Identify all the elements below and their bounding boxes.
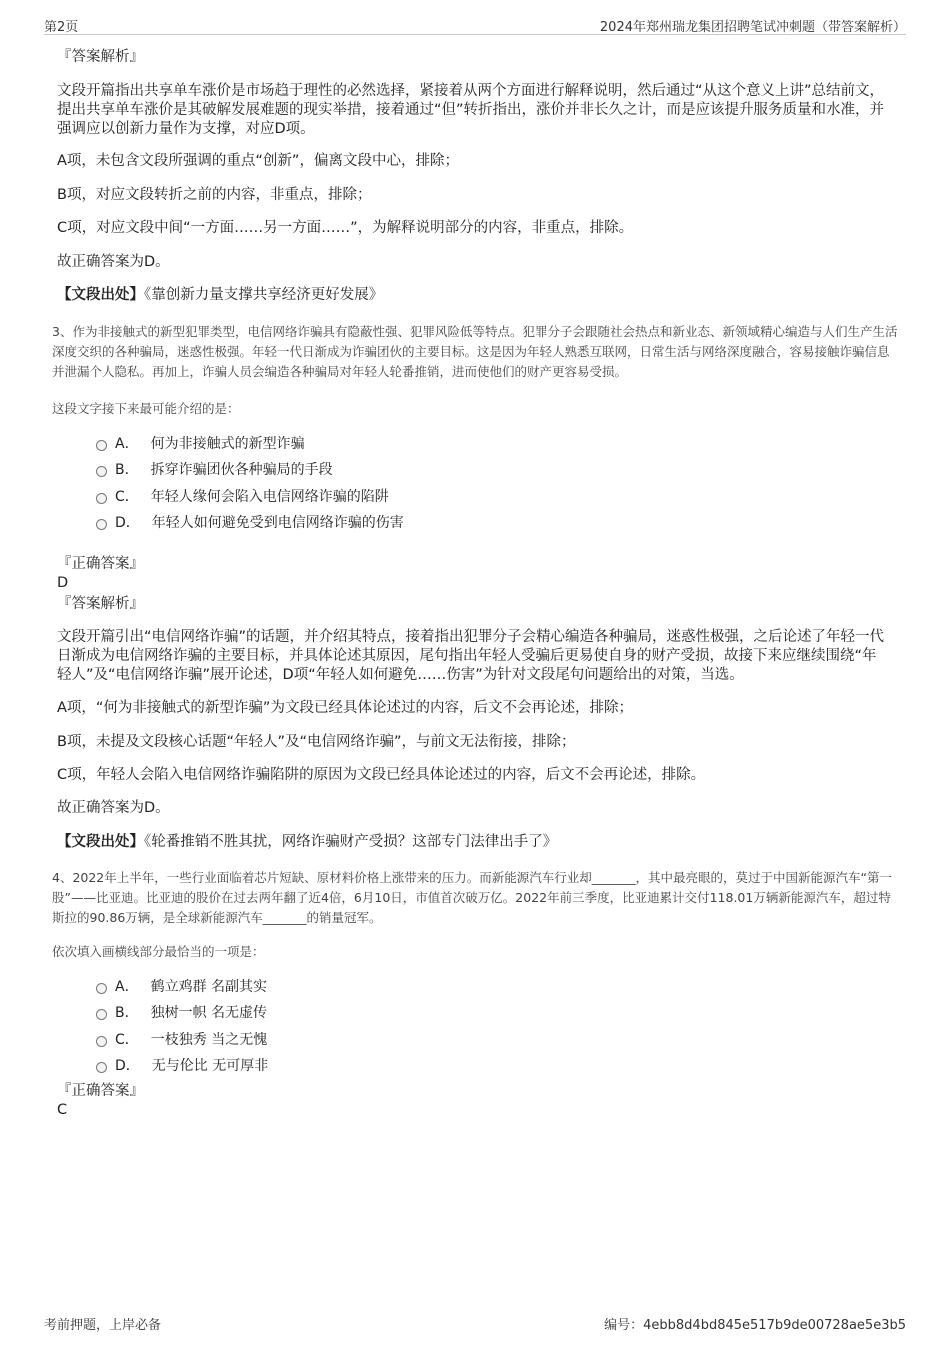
question-3-prompt: 这段文字接下来最可能介绍的是： (52, 401, 240, 416)
page-number: 第2页 (44, 20, 79, 35)
question-4-option-c[interactable]: C． 一枝独秀 当之无愧 (96, 1029, 267, 1049)
analysis-heading: 『答案解析』 (57, 596, 144, 612)
question-3-stem: 3、作为非接触式的新型犯罪类型，电信网络诈骗具有隐蔽性强、犯罪风险低等特点。犯罪分子会跟随社会热点和新业态、新领域精心编造与人们生产生活深度交织的各种骗局，迷惑性极强。年轻一代日渐成为诈骗团伙的主要目标。这是因为年轻人熟悉互联网，日常生活与网络深度融合，容易接触诈骗信息并泄漏个人隐私。再加上，诈骗人员会编造各种骗局对年轻人轮番推销，进而使他们的财产更容易受损。 (52, 324, 898, 379)
analysis-conclusion: 故正确答案为D。 (57, 254, 170, 270)
analysis-point-a: A项，“何为非接触式的新型诈骗”为文段已经具体论述过的内容，后文不会再论述，排除； (57, 700, 633, 716)
analysis-point-b: B项，对应文段转折之前的内容，非重点，排除； (57, 187, 372, 203)
radio-icon[interactable] (96, 440, 107, 451)
text-source (57, 286, 890, 305)
correct-answer: C (57, 1102, 68, 1118)
answer-heading: 『正确答案』 (57, 1083, 144, 1099)
footer-serial: 编号：4ebb8d4bd845e517b9de00728ae5e3b5 (604, 1318, 906, 1333)
page-footer (44, 1312, 906, 1332)
question-3-option-d[interactable]: D． 年轻人如何避免受到电信网络诈骗的伤害 (96, 512, 404, 532)
source-label: 【文段出处】 (57, 287, 144, 303)
radio-icon[interactable] (96, 983, 107, 994)
question-4-prompt: 依次填入画横线部分最恰当的一项是： (52, 944, 265, 959)
text-source (57, 833, 890, 852)
analysis-conclusion: 故正确答案为D。 (57, 800, 170, 816)
correct-answer: D (57, 575, 69, 591)
question-4-option-d[interactable]: D． 无与伦比 无可厚非 (96, 1055, 268, 1075)
radio-icon[interactable] (96, 1062, 107, 1073)
question-4-option-b[interactable]: B． 独树一帜 名无虚传 (96, 1002, 267, 1022)
document-title: 2024年郑州瑞龙集团招聘笔试冲刺题（带答案解析） (599, 20, 906, 35)
source-title: 《靠创新力量支撑共享经济更好发展》 (144, 287, 384, 303)
analysis-heading: 『答案解析』 (57, 49, 144, 65)
analysis-point-c: C项，对应文段中间“一方面……另一方面……”，为解释说明部分的内容，非重点，排除。 (57, 220, 634, 236)
footer-slogan: 考前押题，上岸必备 (44, 1318, 162, 1333)
source-title: 《轮番推销不胜其扰，网络诈骗财产受损？这部专门法律出手了》 (144, 834, 558, 850)
analysis-point-c: C项，年轻人会陷入电信网络诈骗陷阱的原因为文段已经具体论述过的内容，后文不会再论述，排除。 (57, 767, 706, 783)
question-3-option-b[interactable]: B． 拆穿诈骗团伙各种骗局的手段 (96, 459, 333, 479)
radio-icon[interactable] (96, 493, 107, 504)
radio-icon[interactable] (96, 1036, 107, 1047)
source-label: 【文段出处】 (57, 834, 144, 850)
radio-icon[interactable] (96, 1009, 107, 1020)
radio-icon[interactable] (96, 466, 107, 477)
analysis-point-b: B项，未提及文段核心话题“年轻人”及“电信网络诈骗”，与前文无法衔接，排除； (57, 734, 576, 750)
answer-heading: 『正确答案』 (57, 556, 144, 572)
question-4-stem: 4、2022年上半年，一些行业面临着芯片短缺、原材料价格上涨带来的压力。而新能源汽车行业却_______，其中最亮眼的，莫过于中国新能源汽车“第一股”——比亚迪。比亚迪的股价在过去两年翻了近4倍，6月10日，市值首次破万亿。2022年前三季度，比亚迪累计交付118.01万辆新能源汽车，超过特斯拉的90.86万辆，是全球新能源汽车_______的销量冠军。 (52, 870, 892, 925)
analysis-point-a: A项，未包含文段所强调的重点“创新”，偏离文段中心，排除； (57, 153, 459, 169)
question-4-option-a[interactable]: A． 鹤立鸡群 名副其实 (96, 976, 267, 996)
analysis-text: 文段开篇引出“电信网络诈骗”的话题，并介绍其特点，接着指出犯罪分子会精心编造各种骗局，迷惑性极强，之后论述了年轻一代日渐成为电信网络诈骗的主要目标，并具体论述其原因，尾句指出年轻人受骗后更易使自身的财产受损，故接下来应继续围绕“年轻人”及“电信网络诈骗”展开论述，D项“年轻人如何避免……伤害”为针对文段尾句问题给出的对策，当选。 (57, 629, 885, 683)
analysis-text: 文段开篇指出共享单车涨价是市场趋于理性的必然选择，紧接着从两个方面进行解释说明，然后通过“从这个意义上讲”总结前文，提出共享单车涨价是其破解发展难题的现实举措，接着通过“但”转折指出，涨价并非长久之计，而是应该提升服务质量和水准，并强调应以创新力量作为支撑，对应D项。 (57, 83, 885, 137)
radio-icon[interactable] (96, 519, 107, 530)
page-header (44, 12, 906, 35)
question-3-option-a[interactable]: A． 何为非接触式的新型诈骗 (96, 433, 305, 453)
question-3-option-c[interactable]: C． 年轻人缘何会陷入电信网络诈骗的陷阱 (96, 486, 389, 506)
